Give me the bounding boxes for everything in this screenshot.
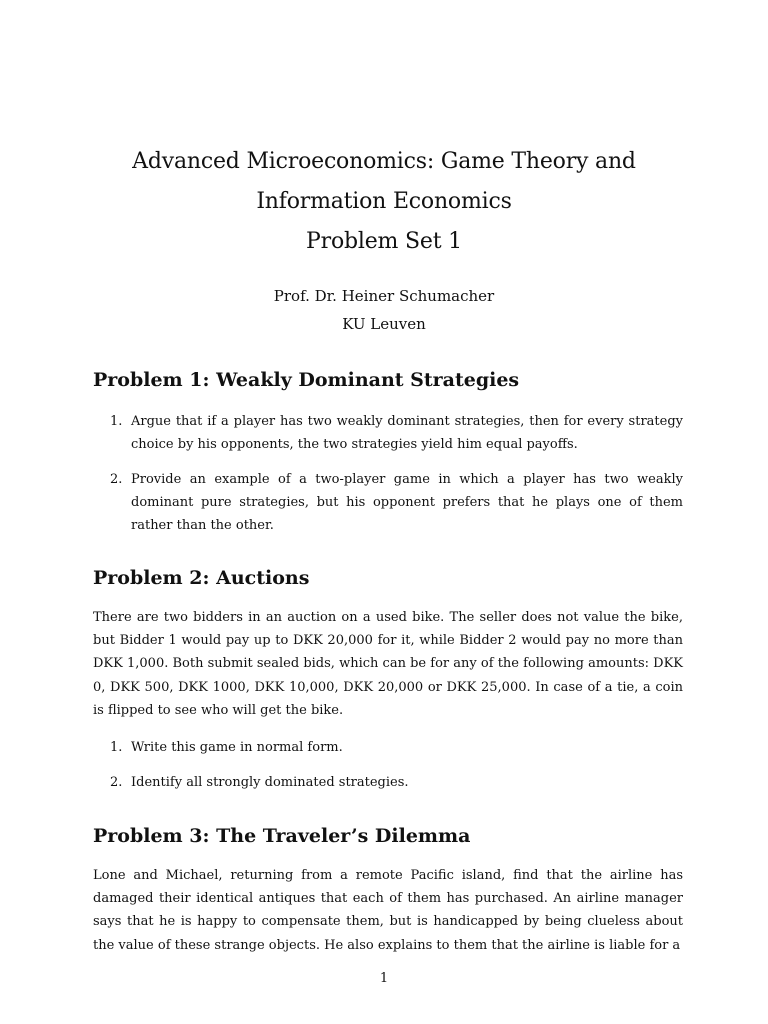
problem-2-section <box>93 566 683 794</box>
problem-1-list <box>93 410 683 537</box>
list-item-number: 1. <box>110 740 123 756</box>
title-line-1: Advanced Microeconomics: Game Theory and <box>132 149 636 174</box>
problem-3-heading: Problem 3: The Traveler’s Dilemma <box>93 825 471 847</box>
list-item <box>93 468 683 537</box>
list-item <box>93 410 683 456</box>
problem-2-list <box>93 736 683 794</box>
problem-3-section <box>93 824 683 957</box>
list-item-text: Identify all strongly dominated strategies. <box>131 775 409 791</box>
title-block <box>0 142 768 262</box>
author-block <box>0 282 768 338</box>
problem-1-section <box>93 368 683 537</box>
author-affiliation: KU Leuven <box>342 315 426 333</box>
title-line-3: Problem Set 1 <box>306 229 462 254</box>
page-number: 1 <box>379 971 389 986</box>
author-name: Prof. Dr. Heiner Schumacher <box>273 287 495 305</box>
list-item-number: 2. <box>110 472 123 487</box>
list-item-number: 2. <box>110 775 123 791</box>
list-item <box>93 736 683 759</box>
problem-2-paragraph: There are two bidders in an auction on a used bike. The seller does not value the bike, but Bidder 1 would pay up to DKK 20,000 for it, while Bidder 2 would pay no more than DKK 1,000. Both submit sealed bids, which can be for any of the following amounts: DKK 0, DKK 500, DKK 1000, DKK 10,000, DKK 20,000 or DKK 25,000. In case of a tie, a coin is flipped to see who will get the bike. <box>93 610 683 718</box>
list-item-number: 1. <box>110 414 123 429</box>
title-line-2: Information Economics <box>256 189 512 214</box>
list-item-text: Provide an example of a two-player game in which a player has two weakly dominant pure strategies, but his opponent prefers that he plays one of them rather than the other. <box>131 472 683 533</box>
problem-3-paragraph: Lone and Michael, returning from a remote Pacific island, find that the airline has damaged their identical antiques that each of them has purchased. An airline manager says that he is happy to compensate them, but is handicapped by being clueless about the value of these strange objects. He also explains to them that the airline is liable for a <box>93 868 683 953</box>
problem-1-heading: Problem 1: Weakly Dominant Strategies <box>93 369 520 391</box>
problem-2-heading: Problem 2: Auctions <box>93 567 310 589</box>
list-item-text: Argue that if a player has two weakly dominant strategies, then for every strategy choice by his opponents, the two strategies yield him equal payoffs. <box>131 414 683 452</box>
list-item <box>93 771 683 794</box>
list-item-text: Write this game in normal form. <box>131 740 343 756</box>
